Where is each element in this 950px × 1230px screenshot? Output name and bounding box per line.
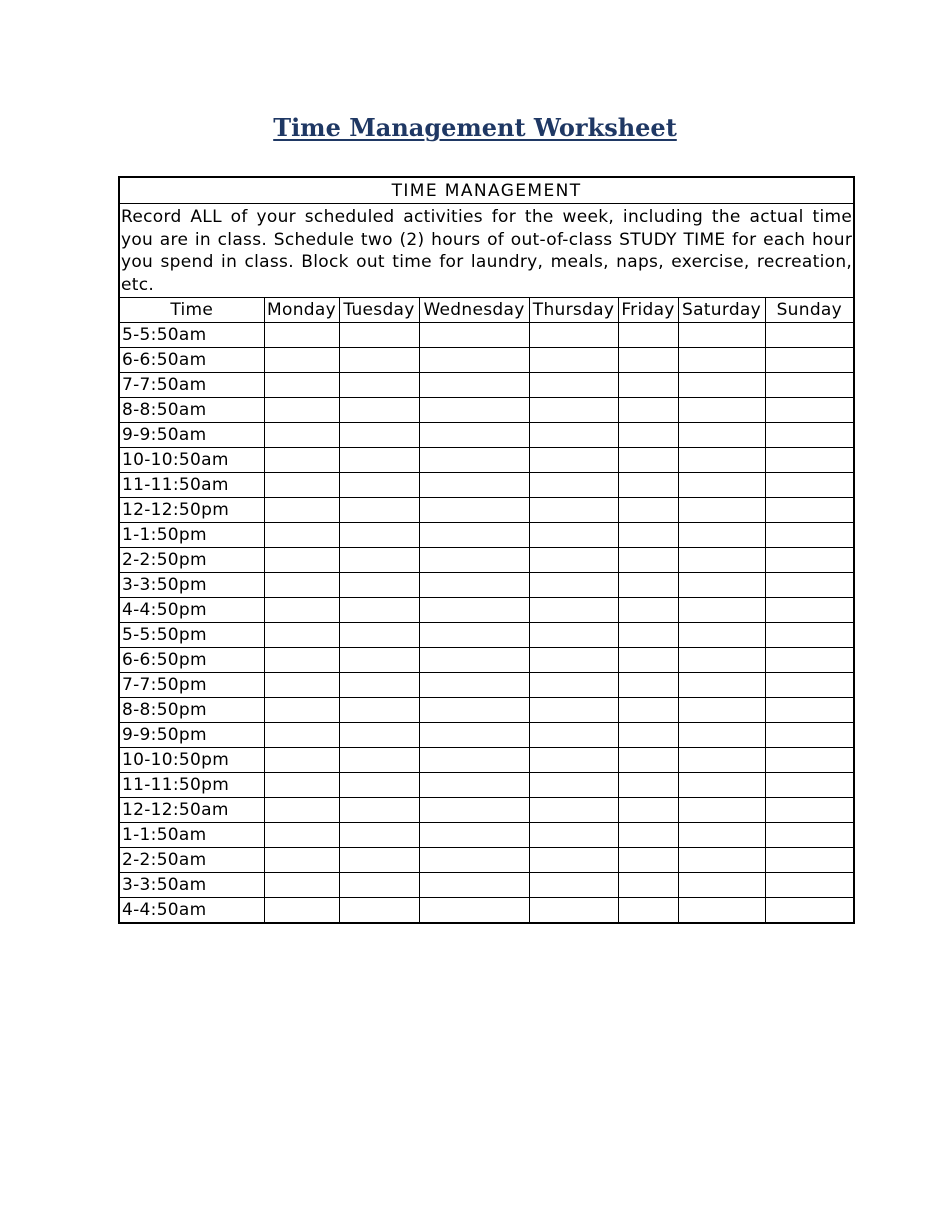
schedule-cell-sunday[interactable]	[765, 598, 854, 623]
schedule-cell-sunday[interactable]	[765, 573, 854, 598]
schedule-cell-friday[interactable]	[618, 873, 678, 898]
schedule-cell-friday[interactable]	[618, 598, 678, 623]
schedule-cell-tuesday[interactable]	[339, 823, 419, 848]
schedule-cell-monday[interactable]	[264, 673, 339, 698]
table-row	[119, 323, 854, 348]
schedule-cell-friday[interactable]	[618, 748, 678, 773]
schedule-cell-monday[interactable]	[264, 623, 339, 648]
time-slot-label: 12-12:50am	[119, 798, 264, 823]
schedule-cell-monday[interactable]	[264, 648, 339, 673]
schedule-cell-sunday[interactable]	[765, 873, 854, 898]
schedule-cell-friday[interactable]	[618, 573, 678, 598]
schedule-cell-wednesday[interactable]	[419, 523, 529, 548]
table-row	[119, 673, 854, 698]
schedule-cell-monday[interactable]	[264, 473, 339, 498]
time-slot-label: 2-2:50pm	[119, 548, 264, 573]
schedule-cell-sunday[interactable]	[765, 398, 854, 423]
schedule-cell-tuesday[interactable]	[339, 473, 419, 498]
schedule-cell-thursday[interactable]	[529, 498, 618, 523]
time-slot-label: 9-9:50am	[119, 423, 264, 448]
schedule-cell-wednesday[interactable]	[419, 823, 529, 848]
schedule-cell-saturday[interactable]	[678, 423, 765, 448]
schedule-cell-sunday[interactable]	[765, 498, 854, 523]
schedule-cell-thursday[interactable]	[529, 423, 618, 448]
table-row	[119, 498, 854, 523]
column-header-time: Time	[119, 298, 264, 323]
schedule-cell-thursday[interactable]	[529, 448, 618, 473]
schedule-cell-wednesday[interactable]	[419, 623, 529, 648]
schedule-cell-sunday[interactable]	[765, 323, 854, 348]
schedule-cell-saturday[interactable]	[678, 498, 765, 523]
schedule-cell-sunday[interactable]	[765, 348, 854, 373]
table-row	[119, 723, 854, 748]
schedule-cell-wednesday[interactable]	[419, 748, 529, 773]
table-heading-row	[119, 177, 854, 204]
table-row	[119, 373, 854, 398]
schedule-cell-tuesday[interactable]	[339, 798, 419, 823]
schedule-cell-wednesday[interactable]	[419, 773, 529, 798]
column-header-friday: Friday	[618, 298, 678, 323]
schedule-cell-sunday[interactable]	[765, 723, 854, 748]
schedule-cell-friday[interactable]	[618, 698, 678, 723]
table-row	[119, 648, 854, 673]
schedule-cell-monday[interactable]	[264, 698, 339, 723]
schedule-cell-saturday[interactable]	[678, 723, 765, 748]
time-slot-label: 1-1:50pm	[119, 523, 264, 548]
schedule-cell-thursday[interactable]	[529, 648, 618, 673]
schedule-cell-monday[interactable]	[264, 448, 339, 473]
schedule-cell-monday[interactable]	[264, 523, 339, 548]
schedule-cell-saturday[interactable]	[678, 773, 765, 798]
table-row	[119, 623, 854, 648]
schedule-cell-tuesday[interactable]	[339, 748, 419, 773]
column-header-saturday: Saturday	[678, 298, 765, 323]
schedule-cell-sunday[interactable]	[765, 848, 854, 873]
schedule-cell-sunday[interactable]	[765, 823, 854, 848]
schedule-cell-friday[interactable]	[618, 348, 678, 373]
schedule-cell-wednesday[interactable]	[419, 673, 529, 698]
schedule-cell-wednesday[interactable]	[419, 473, 529, 498]
schedule-cell-thursday[interactable]	[529, 773, 618, 798]
schedule-cell-monday[interactable]	[264, 573, 339, 598]
table-row	[119, 348, 854, 373]
table-row	[119, 848, 854, 873]
schedule-cell-monday[interactable]	[264, 598, 339, 623]
schedule-cell-friday[interactable]	[618, 423, 678, 448]
schedule-cell-monday[interactable]	[264, 723, 339, 748]
schedule-cell-saturday[interactable]	[678, 898, 765, 924]
schedule-cell-tuesday[interactable]	[339, 323, 419, 348]
schedule-cell-thursday[interactable]	[529, 573, 618, 598]
schedule-cell-sunday[interactable]	[765, 698, 854, 723]
table-row	[119, 598, 854, 623]
schedule-cell-sunday[interactable]	[765, 623, 854, 648]
schedule-cell-thursday[interactable]	[529, 348, 618, 373]
time-slot-label: 4-4:50am	[119, 898, 264, 924]
time-slot-label: 1-1:50am	[119, 823, 264, 848]
schedule-cell-monday[interactable]	[264, 373, 339, 398]
schedule-cell-tuesday[interactable]	[339, 373, 419, 398]
schedule-cell-wednesday[interactable]	[419, 548, 529, 573]
time-slot-label: 8-8:50am	[119, 398, 264, 423]
schedule-cell-friday[interactable]	[618, 848, 678, 873]
schedule-cell-tuesday[interactable]	[339, 848, 419, 873]
schedule-cell-monday[interactable]	[264, 798, 339, 823]
schedule-cell-thursday[interactable]	[529, 898, 618, 924]
schedule-cell-monday[interactable]	[264, 398, 339, 423]
time-slot-label: 2-2:50am	[119, 848, 264, 873]
table-row	[119, 698, 854, 723]
schedule-cell-friday[interactable]	[618, 473, 678, 498]
table-row	[119, 423, 854, 448]
time-slot-label: 10-10:50am	[119, 448, 264, 473]
time-slot-label: 10-10:50pm	[119, 748, 264, 773]
schedule-cell-sunday[interactable]	[765, 648, 854, 673]
schedule-cell-tuesday[interactable]	[339, 673, 419, 698]
schedule-cell-friday[interactable]	[618, 823, 678, 848]
time-slot-label: 3-3:50pm	[119, 573, 264, 598]
schedule-cell-tuesday[interactable]	[339, 873, 419, 898]
schedule-cell-sunday[interactable]	[765, 898, 854, 924]
schedule-cell-sunday[interactable]	[765, 423, 854, 448]
schedule-cell-thursday[interactable]	[529, 698, 618, 723]
schedule-cell-friday[interactable]	[618, 648, 678, 673]
schedule-cell-saturday[interactable]	[678, 798, 765, 823]
table-row	[119, 873, 854, 898]
schedule-cell-tuesday[interactable]	[339, 548, 419, 573]
schedule-cell-thursday[interactable]	[529, 723, 618, 748]
table-row	[119, 798, 854, 823]
schedule-cell-wednesday[interactable]	[419, 598, 529, 623]
schedule-cell-wednesday[interactable]	[419, 373, 529, 398]
schedule-cell-saturday[interactable]	[678, 548, 765, 573]
schedule-cell-wednesday[interactable]	[419, 898, 529, 924]
schedule-cell-friday[interactable]	[618, 623, 678, 648]
schedule-cell-monday[interactable]	[264, 773, 339, 798]
schedule-cell-friday[interactable]	[618, 798, 678, 823]
schedule-cell-friday[interactable]	[618, 498, 678, 523]
schedule-cell-sunday[interactable]	[765, 748, 854, 773]
schedule-cell-saturday[interactable]	[678, 873, 765, 898]
table-row	[119, 548, 854, 573]
schedule-cell-tuesday[interactable]	[339, 773, 419, 798]
schedule-cell-saturday[interactable]	[678, 448, 765, 473]
instructions-row	[119, 204, 854, 298]
time-slot-label: 12-12:50pm	[119, 498, 264, 523]
schedule-cell-saturday[interactable]	[678, 398, 765, 423]
time-slot-label: 4-4:50pm	[119, 598, 264, 623]
schedule-cell-thursday[interactable]	[529, 623, 618, 648]
schedule-cell-tuesday[interactable]	[339, 598, 419, 623]
schedule-cell-wednesday[interactable]	[419, 698, 529, 723]
schedule-cell-saturday[interactable]	[678, 698, 765, 723]
schedule-cell-thursday[interactable]	[529, 798, 618, 823]
table-row	[119, 473, 854, 498]
schedule-cell-friday[interactable]	[618, 548, 678, 573]
schedule-cell-wednesday[interactable]	[419, 348, 529, 373]
schedule-cell-sunday[interactable]	[765, 548, 854, 573]
schedule-cell-saturday[interactable]	[678, 473, 765, 498]
schedule-cell-tuesday[interactable]	[339, 398, 419, 423]
schedule-cell-friday[interactable]	[618, 773, 678, 798]
table-row	[119, 823, 854, 848]
schedule-cell-wednesday[interactable]	[419, 873, 529, 898]
schedule-cell-tuesday[interactable]	[339, 698, 419, 723]
schedule-cell-wednesday[interactable]	[419, 423, 529, 448]
schedule-cell-monday[interactable]	[264, 873, 339, 898]
schedule-cell-friday[interactable]	[618, 898, 678, 924]
schedule-cell-friday[interactable]	[618, 323, 678, 348]
schedule-cell-monday[interactable]	[264, 748, 339, 773]
schedule-cell-monday[interactable]	[264, 423, 339, 448]
schedule-cell-sunday[interactable]	[765, 673, 854, 698]
time-slot-label: 11-11:50pm	[119, 773, 264, 798]
table-row	[119, 573, 854, 598]
schedule-cell-tuesday[interactable]	[339, 448, 419, 473]
table-row	[119, 398, 854, 423]
schedule-cell-wednesday[interactable]	[419, 798, 529, 823]
time-slot-label: 7-7:50am	[119, 373, 264, 398]
schedule-cell-tuesday[interactable]	[339, 623, 419, 648]
schedule-cell-wednesday[interactable]	[419, 648, 529, 673]
schedule-cell-monday[interactable]	[264, 898, 339, 924]
schedule-cell-thursday[interactable]	[529, 598, 618, 623]
schedule-cell-wednesday[interactable]	[419, 448, 529, 473]
table-row	[119, 448, 854, 473]
column-header-monday: Monday	[264, 298, 339, 323]
schedule-cell-thursday[interactable]	[529, 373, 618, 398]
schedule-cell-friday[interactable]	[618, 673, 678, 698]
schedule-cell-thursday[interactable]	[529, 673, 618, 698]
table-row	[119, 523, 854, 548]
schedule-cell-tuesday[interactable]	[339, 523, 419, 548]
schedule-cell-saturday[interactable]	[678, 748, 765, 773]
schedule-cell-monday[interactable]	[264, 348, 339, 373]
schedule-cell-saturday[interactable]	[678, 848, 765, 873]
schedule-cell-thursday[interactable]	[529, 848, 618, 873]
schedule-cell-sunday[interactable]	[765, 773, 854, 798]
schedule-cell-monday[interactable]	[264, 548, 339, 573]
schedule-cell-saturday[interactable]	[678, 623, 765, 648]
column-header-row	[119, 298, 854, 323]
schedule-cell-thursday[interactable]	[529, 873, 618, 898]
schedule-cell-thursday[interactable]	[529, 398, 618, 423]
schedule-cell-monday[interactable]	[264, 498, 339, 523]
schedule-cell-saturday[interactable]	[678, 323, 765, 348]
instructions-text: Record ALL of your scheduled activities for the week, including the actual time you are in class. Schedule two (2) hours of out-of-class STUDY TIME for each hour you spend in class. Block out time for laundry, meals, naps, exercise, recreation, etc.	[119, 204, 854, 298]
schedule-cell-thursday[interactable]	[529, 823, 618, 848]
schedule-cell-saturday[interactable]	[678, 598, 765, 623]
schedule-cell-wednesday[interactable]	[419, 573, 529, 598]
time-slot-label: 7-7:50pm	[119, 673, 264, 698]
schedule-cell-thursday[interactable]	[529, 748, 618, 773]
schedule-cell-saturday[interactable]	[678, 348, 765, 373]
schedule-cell-saturday[interactable]	[678, 373, 765, 398]
schedule-cell-tuesday[interactable]	[339, 723, 419, 748]
schedule-cell-thursday[interactable]	[529, 323, 618, 348]
schedule-cell-thursday[interactable]	[529, 548, 618, 573]
column-header-sunday: Sunday	[765, 298, 854, 323]
schedule-cell-tuesday[interactable]	[339, 423, 419, 448]
time-slot-label: 11-11:50am	[119, 473, 264, 498]
page-title: Time Management Worksheet	[273, 113, 677, 142]
time-slot-label: 5-5:50pm	[119, 623, 264, 648]
schedule-cell-wednesday[interactable]	[419, 498, 529, 523]
schedule-cell-monday[interactable]	[264, 823, 339, 848]
schedule-cell-friday[interactable]	[618, 398, 678, 423]
schedule-cell-monday[interactable]	[264, 848, 339, 873]
schedule-cell-thursday[interactable]	[529, 473, 618, 498]
schedule-cell-saturday[interactable]	[678, 823, 765, 848]
time-slot-label: 6-6:50pm	[119, 648, 264, 673]
table-row	[119, 748, 854, 773]
time-management-table	[118, 176, 855, 924]
table-row	[119, 773, 854, 798]
schedule-cell-saturday[interactable]	[678, 523, 765, 548]
schedule-cell-tuesday[interactable]	[339, 498, 419, 523]
schedule-cell-wednesday[interactable]	[419, 848, 529, 873]
schedule-cell-tuesday[interactable]	[339, 348, 419, 373]
schedule-cell-wednesday[interactable]	[419, 323, 529, 348]
schedule-cell-tuesday[interactable]	[339, 648, 419, 673]
schedule-cell-sunday[interactable]	[765, 373, 854, 398]
table-row	[119, 898, 854, 924]
time-slot-label: 3-3:50am	[119, 873, 264, 898]
schedule-cell-wednesday[interactable]	[419, 723, 529, 748]
schedule-cell-saturday[interactable]	[678, 573, 765, 598]
schedule-cell-sunday[interactable]	[765, 473, 854, 498]
time-slot-label: 5-5:50am	[119, 323, 264, 348]
schedule-cell-sunday[interactable]	[765, 448, 854, 473]
schedule-cell-tuesday[interactable]	[339, 573, 419, 598]
schedule-cell-friday[interactable]	[618, 523, 678, 548]
schedule-cell-wednesday[interactable]	[419, 398, 529, 423]
column-header-wednesday: Wednesday	[419, 298, 529, 323]
column-header-thursday: Thursday	[529, 298, 618, 323]
schedule-cell-friday[interactable]	[618, 373, 678, 398]
time-slot-label: 9-9:50pm	[119, 723, 264, 748]
table-heading: TIME MANAGEMENT	[119, 177, 854, 204]
schedule-cell-sunday[interactable]	[765, 798, 854, 823]
schedule-cell-monday[interactable]	[264, 323, 339, 348]
schedule-cell-thursday[interactable]	[529, 523, 618, 548]
schedule-cell-friday[interactable]	[618, 448, 678, 473]
time-slot-label: 6-6:50am	[119, 348, 264, 373]
schedule-cell-saturday[interactable]	[678, 648, 765, 673]
schedule-cell-saturday[interactable]	[678, 673, 765, 698]
column-header-tuesday: Tuesday	[339, 298, 419, 323]
schedule-cell-tuesday[interactable]	[339, 898, 419, 924]
schedule-cell-friday[interactable]	[618, 723, 678, 748]
time-slot-label: 8-8:50pm	[119, 698, 264, 723]
schedule-cell-sunday[interactable]	[765, 523, 854, 548]
